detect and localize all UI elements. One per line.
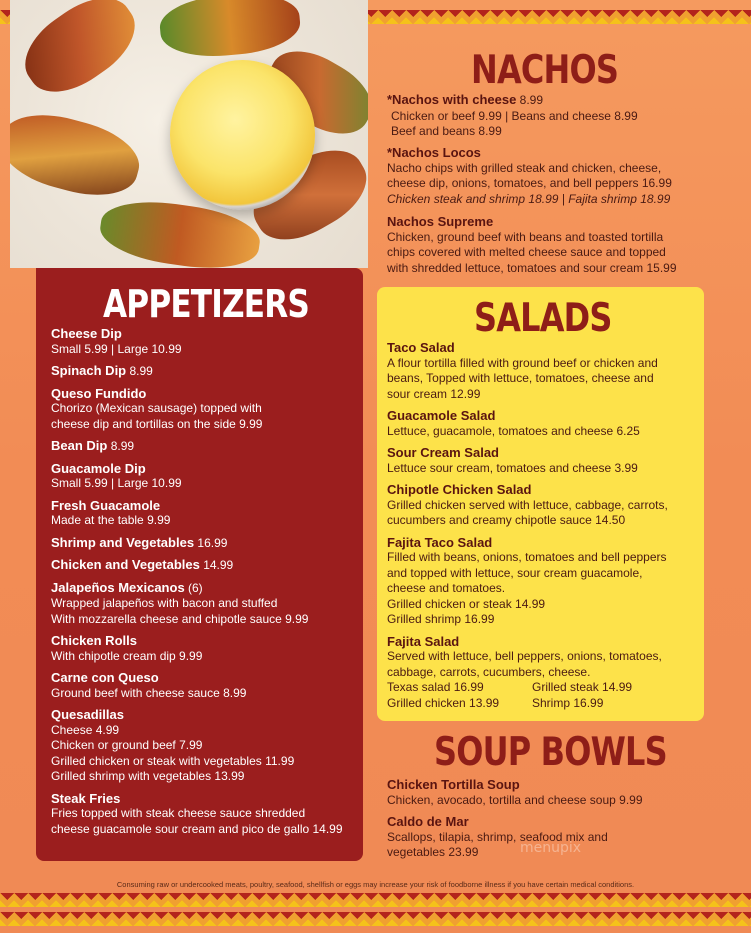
salads-heading: SALADS <box>474 296 612 341</box>
menu-item-chicken-tortilla-soup: Chicken Tortilla Soup Chicken, avocado, tortilla and cheese soup 9.99 <box>387 777 643 807</box>
menu-item-fajita-salad: Fajita Salad Served with lettuce, bell peppers, onions, tomatoes, cabbage, carrots, cucumbers, cheese. Texas salad 16.99 Grilled steak 14.99 Grilled chicken 13.99 Shrimp 16.99 <box>387 633 662 710</box>
menu-item-chipotle-chicken-salad: Chipotle Chicken Salad Grilled chicken served with lettuce, cabbage, carrots, cucumbers and creamy chipotle sauce 14.50 <box>387 482 668 527</box>
menu-item-taco-salad: Taco Salad A flour tortilla filled with ground beef or chicken and beans, Topped with lettuce, tomatoes, cheese and sour cream 12.99 <box>387 340 658 401</box>
cheese-dip-bowl <box>170 60 315 210</box>
menu-item-cheese-dip: Cheese Dip Small 5.99 | Large 10.99 <box>51 326 182 356</box>
footer-disclaimer: Consuming raw or undercooked meats, poultry, seafood, shellfish or eggs may increase your risk of foodborne illness if you have certain medical conditions. <box>116 880 635 889</box>
menu-item-quesadillas: Quesadillas Cheese 4.99 Chicken or ground beef 7.99 Grilled chicken or steak with vegetables 11.99 Grilled shrimp with vegetables 13.99 <box>51 707 295 783</box>
menu-item-sour-cream-salad: Sour Cream Salad Lettuce sour cream, tomatoes and cheese 3.99 <box>387 445 638 475</box>
soup-bowls-heading: SOUP BOWLS <box>434 730 667 775</box>
menu-item-fresh-guacamole: Fresh Guacamole Made at the table 9.99 <box>51 497 171 527</box>
appetizer-photo <box>10 0 368 268</box>
menu-item-chicken-rolls: Chicken Rolls With chipotle cream dip 9.99 <box>51 633 203 663</box>
appetizers-heading: APPETIZERS <box>103 282 310 326</box>
menu-item-queso-fundido: Queso Fundido Chorizo (Mexican sausage) topped with cheese dip and tortillas on the side 9.99 <box>51 385 263 431</box>
menu-item-guacamole-salad: Guacamole Salad Lettuce, guacamole, tomatoes and cheese 6.25 <box>387 408 640 438</box>
menu-item-fajita-taco-salad: Fajita Taco Salad Filled with beans, onions, tomatoes and bell peppers and topped with lettuce, sour cream guacamole, cheese and tomatoes. Grilled chicken or steak 14.99 Grilled shrimp 16.99 <box>387 534 667 626</box>
menu-item-nachos-supreme: Nachos Supreme Chicken, ground beef with beans and toasted tortilla chips covered with melted cheese sauce and topped with shredded lettuce, tomatoes and sour cream 15.99 <box>387 214 677 275</box>
watermark: menupix <box>520 840 582 856</box>
nachos-heading: NACHOS <box>471 48 619 93</box>
menu-item-nachos-locos: *Nachos Locos Nacho chips with grilled steak and chicken, cheese, cheese dip, onions, tomatoes, and bell peppers 16.99 Chicken steak and shrimp 18.99 | Fajita shrimp 18.99 <box>387 145 672 206</box>
menu-item-guacamole-dip: Guacamole Dip Small 5.99 | Large 10.99 <box>51 460 182 490</box>
menu-item-steak-fries: Steak Fries Fries topped with steak cheese sauce shredded cheese guacamole sour cream and pico de gallo 14.99 <box>51 790 343 836</box>
menu-item-bean-dip: Bean Dip 8.99 <box>51 438 135 453</box>
menu-item-chicken-and-vegetables: Chicken and Vegetables 14.99 <box>51 557 234 572</box>
bottom-zigzag-border-2 <box>0 912 751 926</box>
menu-item-shrimp-and-vegetables: Shrimp and Vegetables 16.99 <box>51 534 228 550</box>
menu-item-carne-con-queso: Carne con Queso Ground beef with cheese sauce 8.99 <box>51 670 247 700</box>
menu-item-spinach-dip: Spinach Dip 8.99 <box>51 363 153 378</box>
menu-item-jalapenos-mexicanos: Jalapeños Mexicanos (6) Wrapped jalapeños with bacon and stuffed With mozzarella cheese and chipotle sauce 9.99 <box>51 579 309 626</box>
bottom-zigzag-border <box>0 893 751 907</box>
menu-item-nachos-with-cheese: *Nachos with cheese 8.99 Chicken or beef 9.99 | Beans and cheese 8.99 Beef and beans 8.99 <box>387 92 638 138</box>
menu-item-caldo-de-mar: Caldo de Mar Scallops, tilapia, shrimp, seafood mix and vegetables 23.99 <box>387 814 608 859</box>
appetizers-list <box>51 326 361 837</box>
salads-list <box>387 340 703 711</box>
